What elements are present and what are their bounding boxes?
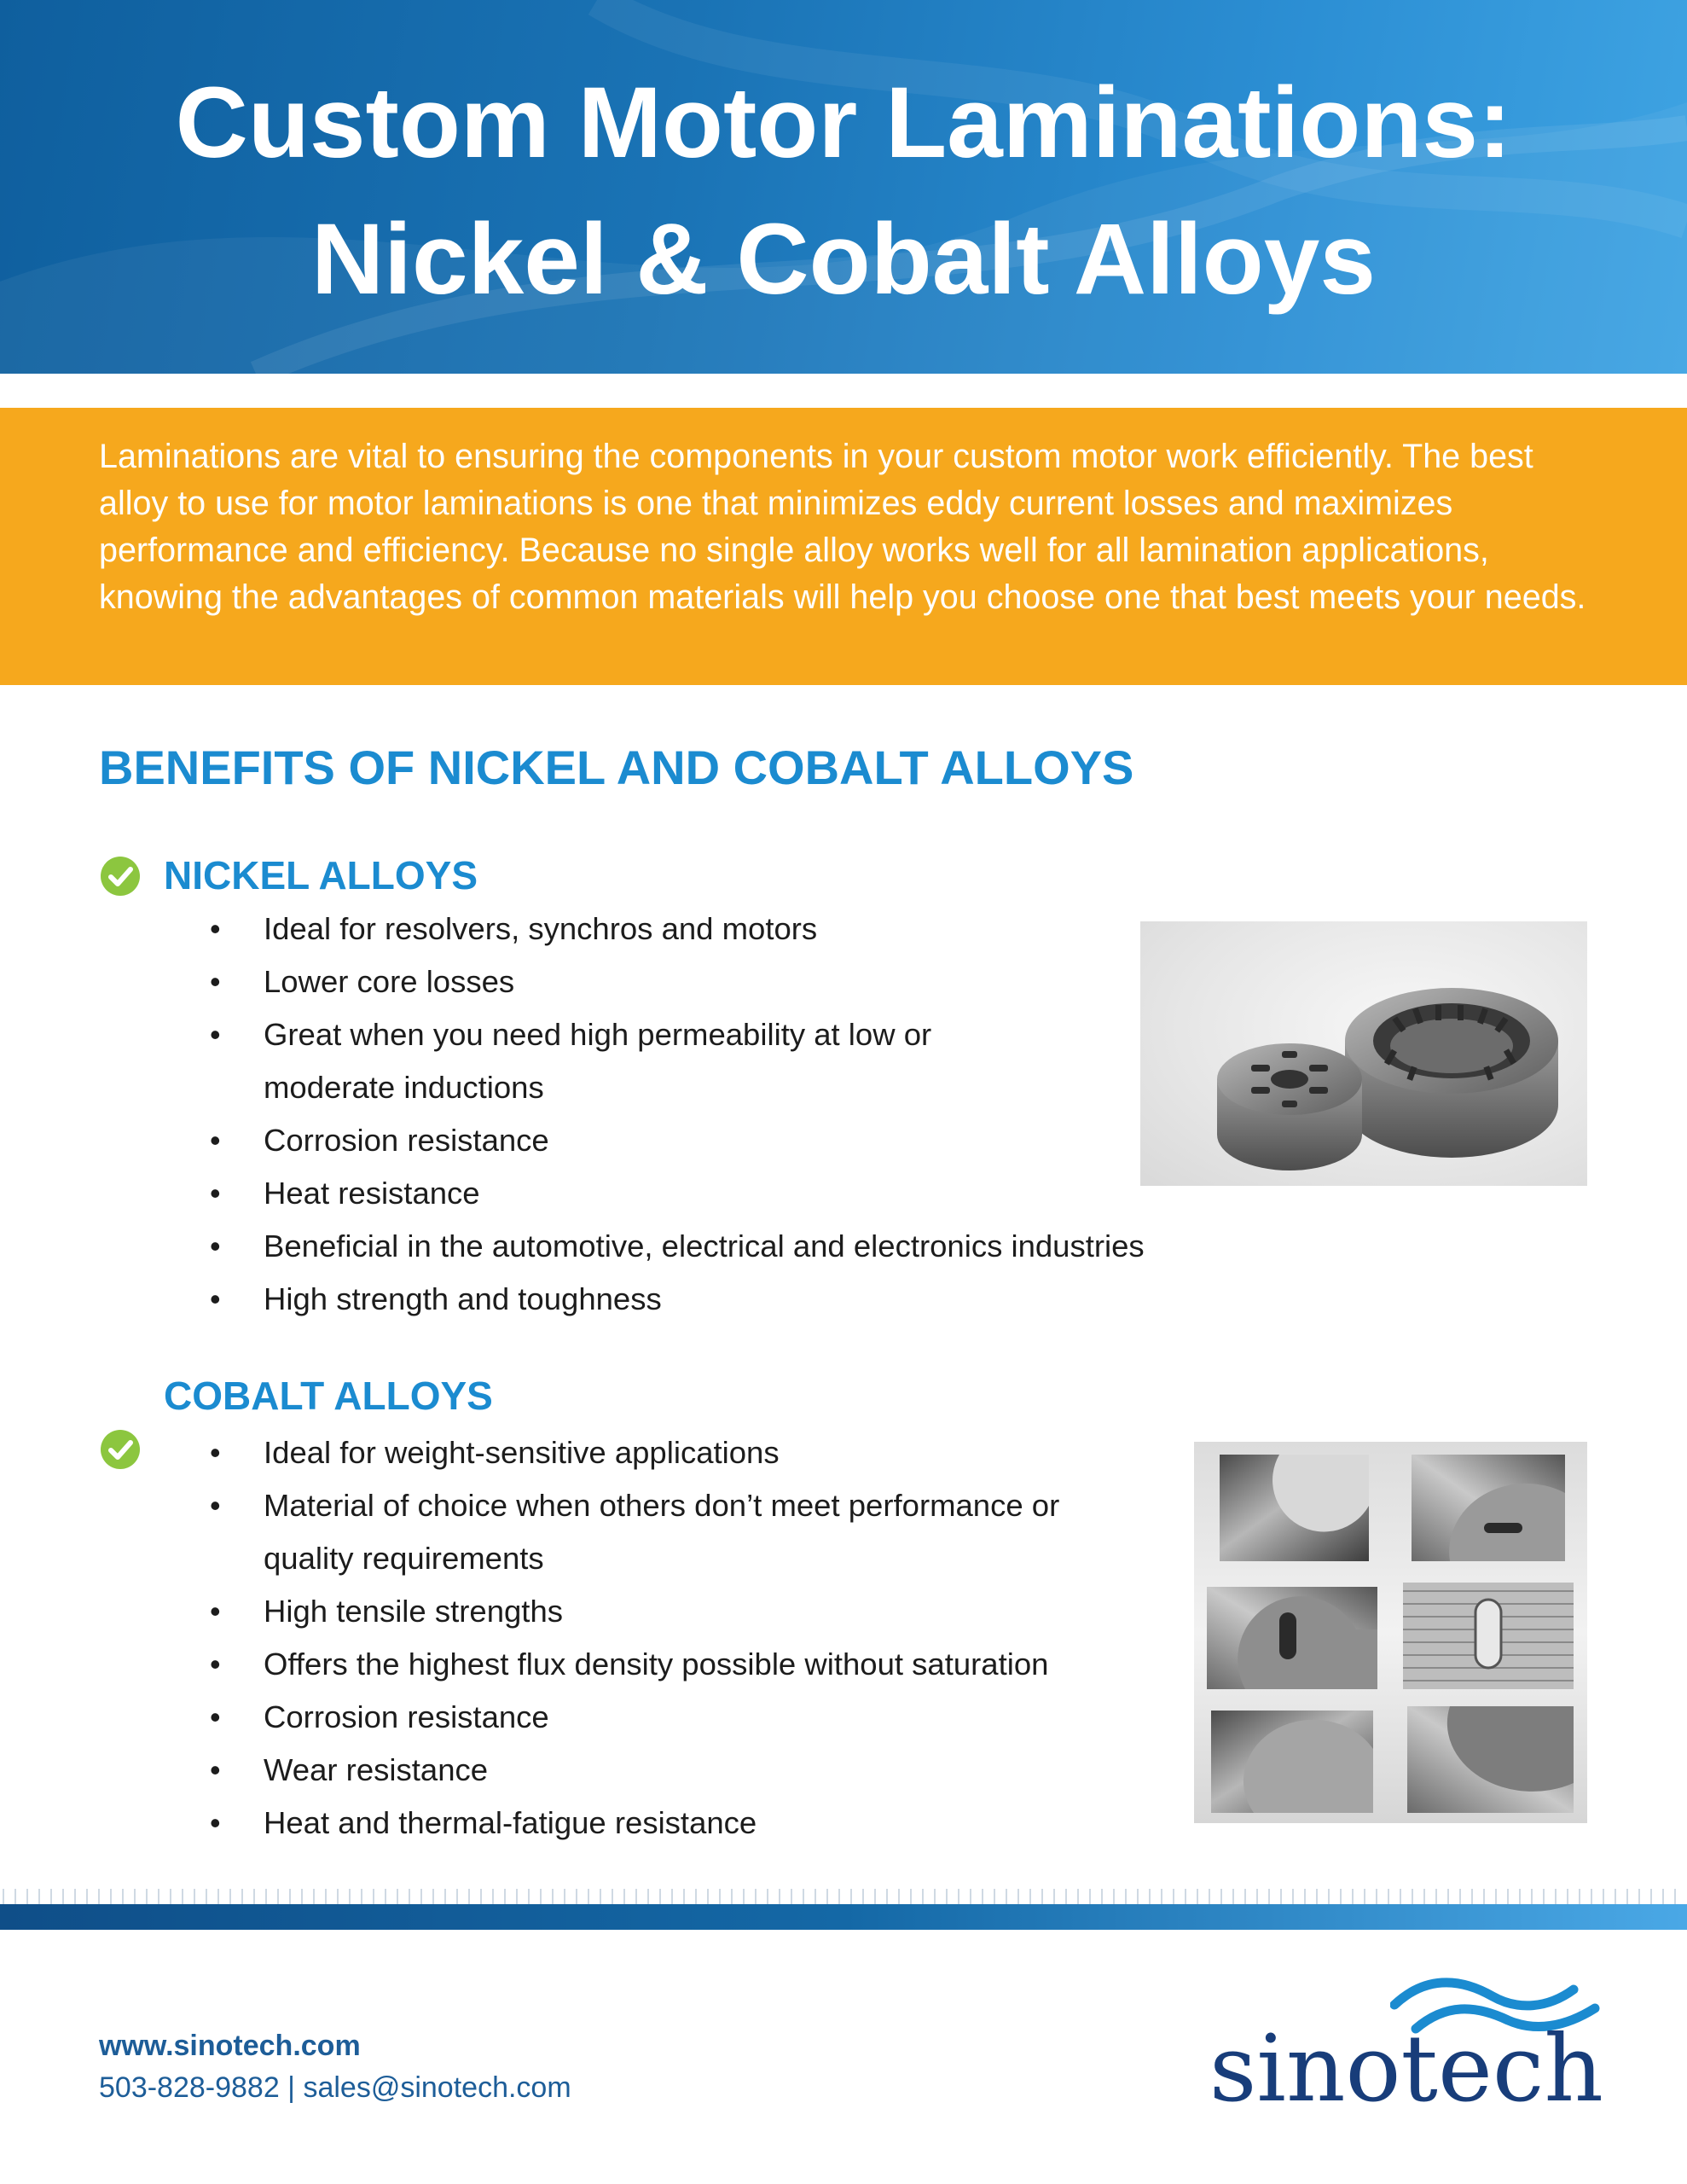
list-item: • High tensile strengths bbox=[201, 1585, 1059, 1638]
page-title-line-1: Custom Motor Laminations: bbox=[175, 67, 1512, 179]
cobalt-alloys-heading: COBALT ALLOYS bbox=[164, 1374, 493, 1418]
bullet-dot-icon: • bbox=[210, 1281, 221, 1316]
bullet-dot-icon: • bbox=[210, 1017, 221, 1052]
bullet-dot-icon: • bbox=[210, 1435, 221, 1470]
list-item: • Great when you need high permeability at low or bbox=[201, 1008, 1145, 1061]
bullet-dot-icon: • bbox=[210, 1752, 221, 1787]
bullet-dot-icon: • bbox=[210, 1176, 221, 1211]
cobalt-laminations-photo-grid bbox=[1194, 1442, 1587, 1823]
list-item: • Heat resistance bbox=[201, 1167, 1145, 1220]
bullet-dot-icon: • bbox=[210, 1123, 221, 1158]
bullet-dot-icon: • bbox=[210, 1647, 221, 1682]
header-swoosh-decoration bbox=[0, 0, 1687, 374]
intro-paragraph: Laminations are vital to ensuring the components in your custom motor work efficiently. The best alloy to use for motor laminations is one that minimizes eddy current losses and maximizes performance and efficiency. Because no single alloy works well for all lamination applications, knowing the advantages of common materials will help you choose one that best meets your needs. bbox=[99, 438, 1586, 616]
sinotech-logo-wordmark: sinotech bbox=[1209, 2016, 1603, 2123]
list-item: • Wear resistance bbox=[201, 1744, 1059, 1797]
cobalt-benefits-list bbox=[201, 1426, 1059, 1850]
list-item: • Heat and thermal-fatigue resistance bbox=[201, 1797, 1059, 1850]
footer-website-link[interactable]: www.sinotech.com bbox=[99, 2030, 361, 2062]
nickel-alloys-heading: NICKEL ALLOYS bbox=[164, 853, 478, 897]
cobalt-part-closeups bbox=[1194, 1442, 1587, 1823]
list-item: • Lower core losses bbox=[201, 956, 1145, 1008]
list-item: • Ideal for resolvers, synchros and motors bbox=[201, 903, 1145, 956]
list-item: • Beneficial in the automotive, electrical and electronics industries bbox=[201, 1220, 1145, 1273]
list-item-continuation: quality requirements bbox=[264, 1541, 544, 1576]
header-banner bbox=[0, 0, 1687, 374]
footer-contact-info[interactable]: 503-828-9882 | sales@sinotech.com bbox=[99, 2071, 571, 2104]
list-item: • High strength and toughness bbox=[201, 1273, 1145, 1326]
bullet-dot-icon: • bbox=[210, 1594, 221, 1629]
bullet-dot-icon: • bbox=[210, 1699, 221, 1734]
bullet-dot-icon: • bbox=[210, 1805, 221, 1840]
page-title-line-2: Nickel & Cobalt Alloys bbox=[310, 203, 1377, 316]
bullet-dot-icon: • bbox=[210, 1228, 221, 1263]
bullet-dot-icon: • bbox=[210, 911, 221, 946]
list-item: • Offers the highest flux density possible without saturation bbox=[201, 1638, 1059, 1691]
nickel-benefits-list bbox=[201, 903, 1145, 1326]
benefits-heading: BENEFITS OF NICKEL AND COBALT ALLOYS bbox=[99, 741, 1134, 794]
footer-tick-decoration bbox=[0, 1885, 1687, 1904]
stator-rotor-illustration bbox=[1140, 921, 1587, 1186]
list-item-continuation: moderate inductions bbox=[264, 1070, 544, 1105]
list-item: • Corrosion resistance bbox=[201, 1691, 1059, 1744]
nickel-laminations-photo bbox=[1140, 921, 1587, 1186]
bullet-dot-icon: • bbox=[210, 1488, 221, 1523]
list-item: • Material of choice when others don’t meet performance or bbox=[201, 1479, 1059, 1532]
bullet-dot-icon: • bbox=[210, 964, 221, 999]
footer-bar bbox=[0, 1904, 1687, 1930]
check-circle-icon bbox=[100, 856, 141, 897]
check-circle-icon bbox=[100, 1429, 141, 1470]
list-item: • Corrosion resistance bbox=[201, 1114, 1145, 1167]
list-item: • Ideal for weight-sensitive applications bbox=[201, 1426, 1059, 1479]
